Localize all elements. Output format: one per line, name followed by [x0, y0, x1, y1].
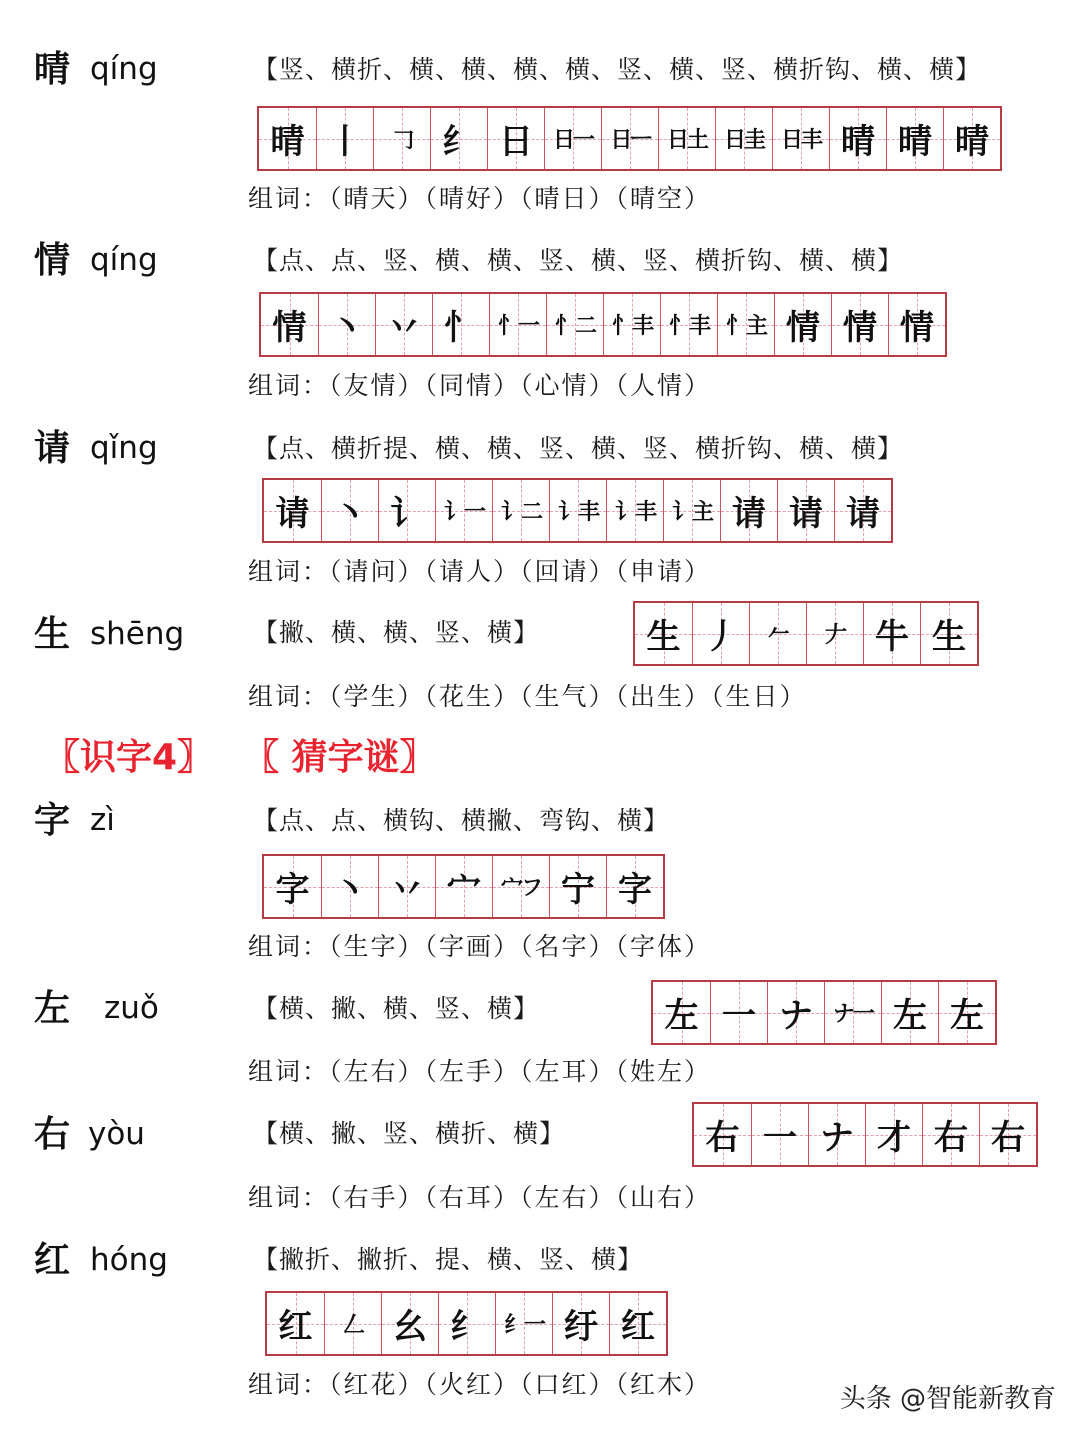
- entry-char: 情: [34, 240, 71, 281]
- stroke-step-cell: [943, 108, 1000, 169]
- stroke-step-glyph: 字: [618, 870, 652, 910]
- stroke-step-cell: [318, 294, 375, 355]
- stroke-step-cell: [938, 982, 995, 1043]
- stroke-step-glyph: 请: [275, 494, 310, 534]
- stroke-step-cell: [549, 856, 606, 917]
- stroke-step-glyph: 纡: [564, 1307, 598, 1347]
- stroke-step-glyph: 𠂇: [824, 622, 845, 648]
- stroke-step-cell: [606, 480, 663, 541]
- stroke-step-cell: [261, 294, 318, 355]
- stroke-step-cell: [316, 108, 373, 169]
- stroke-step-cell: [492, 856, 549, 917]
- stroke-step-cell: [824, 982, 881, 1043]
- stroke-step-cell: [381, 1293, 438, 1354]
- stroke-step-cell: [692, 603, 749, 664]
- stroke-step-glyph: 𠂉: [767, 622, 788, 648]
- stroke-step-glyph: 右: [934, 1118, 968, 1158]
- stroke-step-cell: [606, 856, 663, 917]
- stroke-step-cell: [489, 294, 546, 355]
- stroke-step-glyph: 讠一: [443, 499, 484, 525]
- stroke-step-glyph: 幺: [393, 1307, 427, 1347]
- stroke-step-cell: [324, 1293, 381, 1354]
- stroke-step-glyph: 丿: [704, 617, 738, 657]
- watermark: 头条 @智能新教育: [839, 1384, 1056, 1414]
- stroke-step-glyph: 丶: [330, 308, 364, 348]
- stroke-step-glyph: 宀: [447, 870, 481, 910]
- stroke-step-cell: [806, 603, 863, 664]
- stroke-step-cell: [378, 856, 435, 917]
- stroke-grid: [633, 601, 979, 666]
- stroke-step-glyph: 左: [893, 996, 927, 1036]
- stroke-order: 【横、撇、横、竖、横】: [253, 994, 540, 1023]
- stroke-step-glyph: 𠃌: [391, 127, 412, 153]
- stroke-step-glyph: 讠丰: [614, 499, 655, 525]
- entry-char: 字: [34, 800, 71, 841]
- stroke-grid: [651, 980, 997, 1045]
- stroke-step-cell: [438, 1293, 495, 1354]
- stroke-step-glyph: 日: [499, 122, 533, 162]
- stroke-step-glyph: 忄一: [497, 313, 538, 339]
- stroke-step-cell: [694, 1104, 751, 1165]
- stroke-step-cell: [487, 108, 544, 169]
- entry-char: 红: [34, 1240, 71, 1281]
- word-examples: 组词：（红花）（火红）（口红）（红木）: [248, 1370, 712, 1399]
- stroke-step-glyph: 忄: [444, 308, 478, 348]
- stroke-step-glyph: 字: [275, 870, 310, 910]
- section-heading: [44, 737, 436, 778]
- stroke-step-glyph: 忄丰: [668, 313, 709, 339]
- entry-char: 晴: [34, 49, 71, 90]
- stroke-step-cell: [259, 108, 316, 169]
- stroke-step-cell: [495, 1293, 552, 1354]
- stroke-step-glyph: ナ: [820, 1118, 854, 1158]
- stroke-step-cell: [609, 1293, 666, 1354]
- stroke-step-glyph: 晴: [841, 122, 875, 162]
- lesson-subtitle: 〖 猜字谜〗: [243, 737, 436, 778]
- stroke-step-cell: [663, 480, 720, 541]
- stroke-step-glyph: 晴: [898, 122, 932, 162]
- stroke-step-cell: [552, 1293, 609, 1354]
- stroke-step-glyph: 请: [789, 494, 823, 534]
- stroke-step-cell: [774, 294, 831, 355]
- word-examples: 组词：（生字）（字画）（名字）（字体）: [248, 932, 712, 961]
- stroke-step-glyph: 情: [786, 308, 820, 348]
- stroke-step-cell: [865, 1104, 922, 1165]
- stroke-step-cell: [863, 603, 920, 664]
- stroke-step-cell: [979, 1104, 1036, 1165]
- stroke-step-cell: [653, 982, 710, 1043]
- stroke-step-glyph: 忄丰: [611, 313, 652, 339]
- entry-pinyin: shēng: [90, 616, 185, 652]
- entry-char: 左: [34, 988, 71, 1029]
- stroke-step-glyph: 讠主: [671, 499, 712, 525]
- stroke-step-cell: [710, 982, 767, 1043]
- stroke-step-cell: [264, 480, 321, 541]
- stroke-step-glyph: 一: [763, 1118, 797, 1158]
- stroke-step-glyph: ナ一: [832, 1001, 873, 1027]
- stroke-step-glyph: 右: [991, 1118, 1025, 1158]
- stroke-step-cell: [888, 294, 945, 355]
- stroke-step-glyph: 右: [705, 1118, 740, 1158]
- stroke-grid: [262, 854, 665, 919]
- stroke-order: 【点、横折提、横、横、竖、横、竖、横折钩、横、横】: [253, 434, 904, 463]
- stroke-step-glyph: 丨: [328, 122, 362, 162]
- stroke-step-cell: [601, 108, 658, 169]
- stroke-step-cell: [720, 480, 777, 541]
- stroke-step-glyph: 日ㅡ: [610, 127, 650, 153]
- stroke-step-cell: [430, 108, 487, 169]
- stroke-step-cell: [432, 294, 489, 355]
- stroke-step-cell: [435, 856, 492, 917]
- stroke-step-glyph: 讠二: [500, 499, 541, 525]
- stroke-step-glyph: 宀フ: [500, 875, 541, 901]
- stroke-step-cell: [373, 108, 430, 169]
- stroke-step-glyph: 丷: [387, 308, 421, 348]
- stroke-step-glyph: 情: [843, 308, 877, 348]
- entry-pinyin: hóng: [90, 1242, 168, 1278]
- stroke-step-cell: [321, 480, 378, 541]
- entry-pinyin: zì: [90, 802, 115, 838]
- stroke-step-cell: [378, 480, 435, 541]
- stroke-step-glyph: 红: [278, 1307, 313, 1347]
- stroke-order: 【点、点、横钩、横撇、弯钩、横】: [253, 806, 670, 835]
- stroke-step-cell: [715, 108, 772, 169]
- stroke-step-glyph: 丶: [333, 870, 367, 910]
- stroke-step-glyph: 左: [664, 996, 699, 1036]
- stroke-step-glyph: ナ: [779, 996, 813, 1036]
- stroke-step-glyph: 日丰: [780, 127, 821, 153]
- stroke-step-cell: [549, 480, 606, 541]
- stroke-step-cell: [886, 108, 943, 169]
- stroke-step-glyph: 日土: [666, 127, 707, 153]
- stroke-step-glyph: 讠: [390, 494, 424, 534]
- stroke-grid: [259, 292, 947, 357]
- stroke-step-cell: [834, 480, 891, 541]
- stroke-step-cell: [435, 480, 492, 541]
- entry-pinyin: yòu: [88, 1116, 145, 1152]
- stroke-step-cell: [267, 1293, 324, 1354]
- stroke-step-glyph: 丶: [333, 494, 367, 534]
- stroke-step-glyph: 晴: [270, 122, 305, 162]
- stroke-grid: [262, 478, 893, 543]
- stroke-step-cell: [777, 480, 834, 541]
- stroke-step-glyph: 才: [877, 1118, 911, 1158]
- stroke-order: 【撇、横、横、竖、横】: [253, 618, 540, 647]
- word-examples: 组词：（左右）（左手）（左耳）（姓左）: [248, 1057, 712, 1086]
- stroke-grid: [265, 1291, 668, 1356]
- entry-pinyin: qíng: [90, 51, 158, 87]
- word-examples: 组词：（右手）（右耳）（左右）（山右）: [248, 1183, 712, 1212]
- stroke-step-glyph: 日一: [552, 127, 593, 153]
- stroke-order: 【点、点、竖、横、横、竖、横、竖、横折钩、横、横】: [253, 246, 904, 275]
- stroke-step-glyph: 请: [846, 494, 880, 534]
- stroke-step-cell: [635, 603, 692, 664]
- stroke-order: 【竖、横折、横、横、横、横、竖、横、竖、横折钩、横、横】: [253, 55, 982, 84]
- stroke-step-cell: [264, 856, 321, 917]
- stroke-order: 【横、撇、竖、横折、横】: [253, 1119, 566, 1148]
- stroke-step-cell: [767, 982, 824, 1043]
- stroke-step-glyph: 忄主: [725, 313, 766, 339]
- stroke-step-glyph: 情: [900, 308, 934, 348]
- stroke-step-glyph: 𠃋: [342, 1312, 363, 1338]
- stroke-step-glyph: 纟: [450, 1307, 484, 1347]
- stroke-step-glyph: 宁: [561, 870, 595, 910]
- stroke-step-cell: [922, 1104, 979, 1165]
- stroke-order: 【撇折、撇折、提、横、竖、横】: [253, 1245, 644, 1274]
- stroke-step-cell: [658, 108, 715, 169]
- stroke-step-glyph: 情: [272, 308, 307, 348]
- word-examples: 组词：（学生）（花生）（生气）（出生）（生日）: [248, 682, 807, 711]
- stroke-step-glyph: 日圭: [723, 127, 764, 153]
- stroke-step-cell: [546, 294, 603, 355]
- stroke-step-glyph: 一: [722, 996, 756, 1036]
- stroke-step-glyph: 生: [646, 617, 681, 657]
- word-examples: 组词：（友情）（同情）（心情）（人情）: [248, 371, 712, 400]
- stroke-step-cell: [808, 1104, 865, 1165]
- entry-pinyin: zuǒ: [104, 990, 159, 1026]
- stroke-step-cell: [920, 603, 977, 664]
- stroke-grid: [692, 1102, 1038, 1167]
- stroke-step-glyph: 生: [932, 617, 966, 657]
- stroke-step-cell: [492, 480, 549, 541]
- stroke-step-cell: [751, 1104, 808, 1165]
- entry-char: 生: [34, 614, 71, 655]
- stroke-step-glyph: 红: [621, 1307, 655, 1347]
- word-examples: 组词：（晴天）（晴好）（晴日）（晴空）: [248, 184, 712, 213]
- stroke-step-cell: [881, 982, 938, 1043]
- stroke-step-glyph: 丷: [390, 870, 424, 910]
- stroke-step-glyph: 左: [950, 996, 984, 1036]
- stroke-step-glyph: 请: [732, 494, 766, 534]
- entry-pinyin: qíng: [90, 242, 158, 278]
- stroke-step-cell: [660, 294, 717, 355]
- stroke-step-cell: [831, 294, 888, 355]
- stroke-step-glyph: 忄二: [554, 313, 595, 339]
- entry-pinyin: qǐng: [90, 430, 158, 466]
- stroke-step-cell: [717, 294, 774, 355]
- stroke-step-glyph: 讠丰: [557, 499, 598, 525]
- stroke-step-glyph: 晴: [955, 122, 989, 162]
- stroke-grid: [257, 106, 1002, 171]
- stroke-step-glyph: 纟一: [503, 1312, 544, 1338]
- stroke-step-cell: [829, 108, 886, 169]
- stroke-step-glyph: ⺰: [442, 122, 476, 162]
- stroke-step-cell: [375, 294, 432, 355]
- stroke-step-cell: [603, 294, 660, 355]
- stroke-step-glyph: 牛: [875, 617, 909, 657]
- entry-char: 请: [34, 428, 71, 469]
- stroke-step-cell: [772, 108, 829, 169]
- stroke-step-cell: [544, 108, 601, 169]
- lesson-label: 〖识字4〗: [44, 737, 214, 778]
- entry-char: 右: [34, 1114, 71, 1155]
- stroke-step-cell: [321, 856, 378, 917]
- stroke-step-cell: [749, 603, 806, 664]
- word-examples: 组词：（请问）（请人）（回请）（申请）: [248, 557, 712, 586]
